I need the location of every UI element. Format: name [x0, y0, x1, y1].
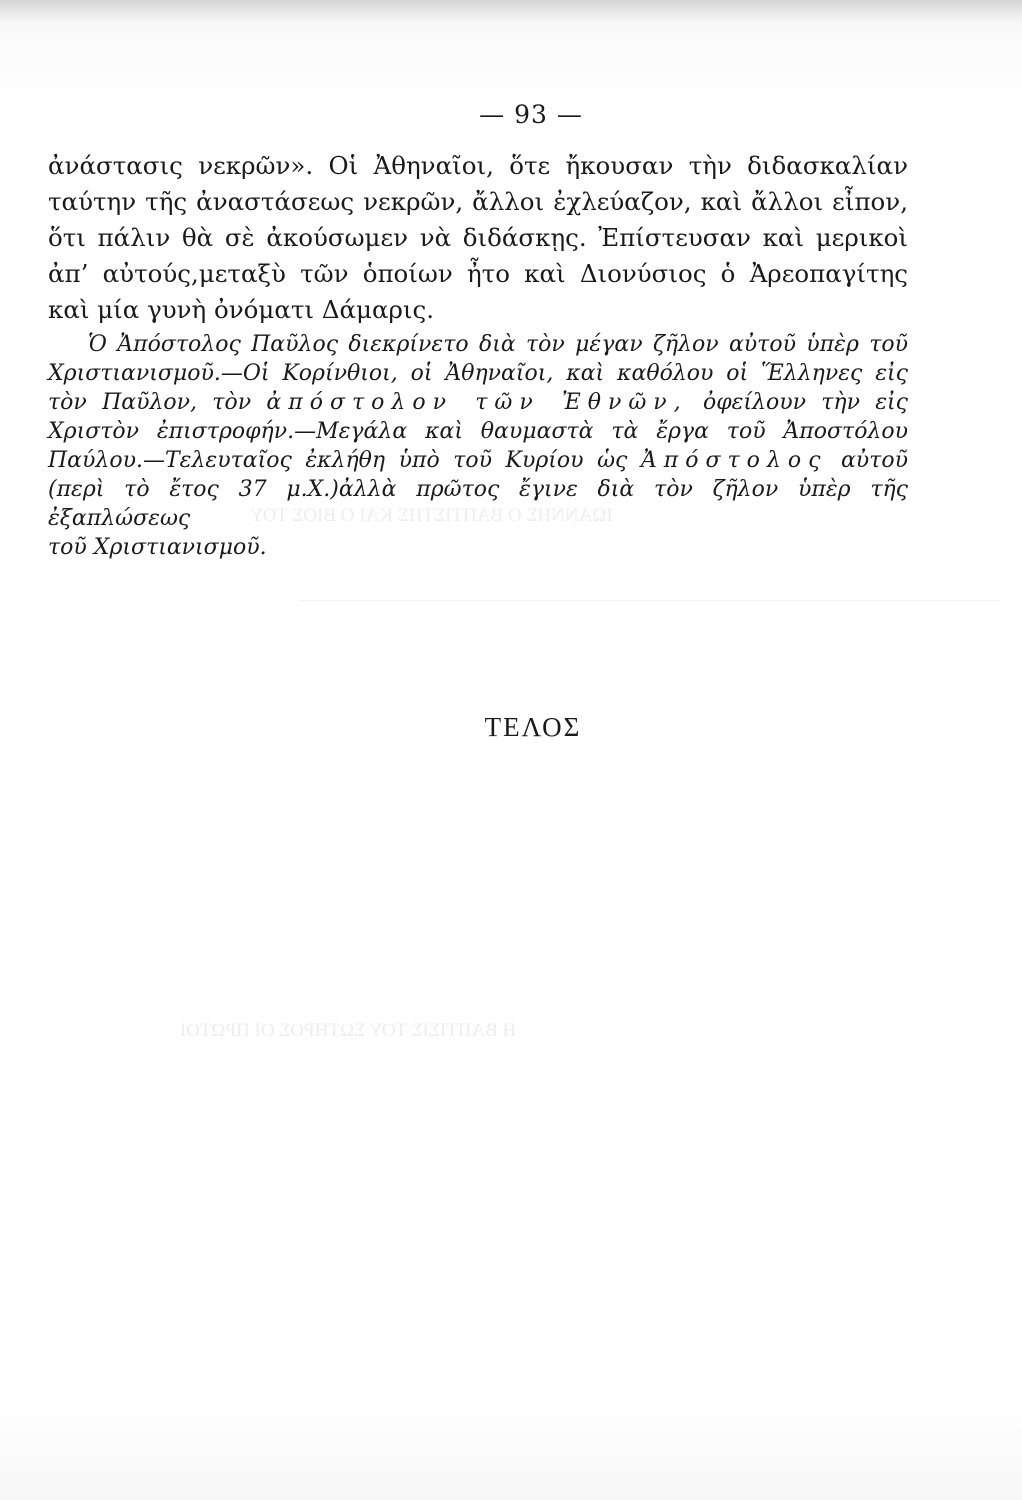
show-through-heading: ΙΩΑΝΝΗΣ Ο ΒΑΠΤΙΣΤΗΣ ΚΑΙ Ο ΒΙΟΣ ΤΟΥ [250, 505, 613, 526]
text-line: Χριστὸν ἐπιστροφήν.—Μεγάλα καὶ θαυμαστὰ τὰ ἔργα τοῦ Ἀποστόλου [48, 419, 908, 444]
paragraph-1 [48, 148, 908, 328]
text-line: ὅτι πάλιν θὰ σὲ ἀκούσωμεν νὰ διδάσκῃς. Ἐπίστευσαν καὶ μερικοὶ [48, 223, 908, 252]
end-word: ΤΕΛΟΣ [484, 712, 582, 742]
text-line: Ὁ Ἀπόστολος Παῦλος διεκρίνετο διὰ τὸν μέγαν ζῆλον αὐτοῦ ὑπὲρ τοῦ [88, 332, 908, 357]
spaced-emphasis: Ἀπόστολος [640, 448, 828, 473]
page-number: — 93 — [479, 100, 583, 129]
text-line: ἀνάστασις νεκρῶν». Οἱ Ἀθηναῖοι, ὅτε ἤκουσαν τὴν διδασκαλίαν [48, 151, 908, 180]
text-line-spaced [48, 446, 908, 475]
text-line: Χριστιανισμοῦ.—Οἱ Κορίνθιοι, οἱ Ἀθηναῖοι, καὶ καθόλου οἱ Ἕλληνες εἰς [48, 361, 908, 386]
paragraph-2-summary [48, 330, 908, 562]
text-line: καὶ μία γυνὴ ὀνόματι Δάμαρις. [48, 295, 435, 324]
text-line: ἀπ’ αὐτούς,μεταξὺ τῶν ὁποίων ἦτο καὶ Διονύσιος ὁ Ἀρεοπαγίτης [48, 259, 908, 288]
text-line: ταύτην τῆς ἀναστάσεως νεκρῶν, ἄλλοι ἐχλεύαζον, καὶ ἄλλοι εἶπον, [48, 187, 908, 216]
show-through-table [300, 600, 1000, 781]
spaced-emphasis: ἀπόστολον τῶν Ἐθνῶν, [266, 390, 688, 415]
show-through-heading-2: Η ΒΑΠΤΙΣΙΣ ΤΟΥ ΣΩΤΗΡΟΣ ΟΙ ΠΡΩΤΟΙ [180, 1020, 517, 1041]
scan-edge-shadow [0, 0, 1022, 22]
text-segment: Παύλου.—Τελευταῖος ἐκλήθη ὑπὸ τοῦ Κυρίου ὡς [48, 448, 628, 473]
text-line: τοῦ Χριστιανισμοῦ. [48, 535, 267, 560]
text-line-spaced [48, 388, 908, 417]
text-segment: ὀφείλουν τὴν εἰς [702, 390, 908, 415]
text-line: (περὶ τὸ ἔτος 37 μ.Χ.)ἀλλὰ πρῶτος ἔγινε διὰ τὸν ζῆλον ὑπὲρ τῆς ἐξαπλώσεως [48, 477, 908, 531]
text-segment: αὐτοῦ [840, 448, 908, 473]
text-segment: τὸν Παῦλον, τὸν [48, 390, 252, 415]
